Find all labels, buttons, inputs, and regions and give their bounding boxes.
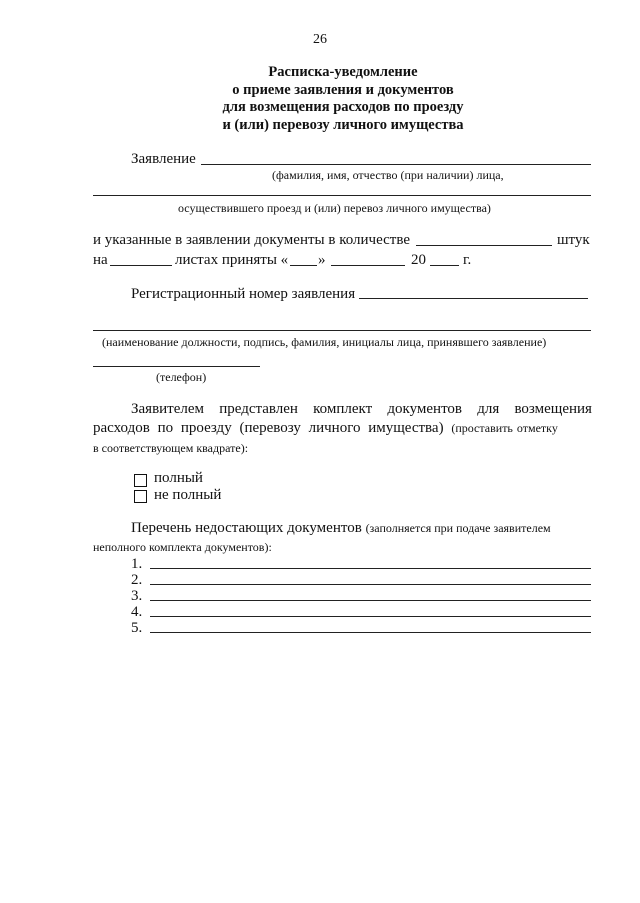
missing-heading-note: (заполняется при подаче заявителем xyxy=(365,521,551,535)
missing-heading-line xyxy=(131,520,593,537)
completeness-word: для xyxy=(477,401,500,417)
year-suffix: г. xyxy=(463,252,472,268)
completeness-note-2: в соответствующем квадрате): xyxy=(93,441,249,455)
missing-item-field[interactable] xyxy=(150,600,591,601)
documents-count-text: и указанные в заявлении документы в количестве xyxy=(93,232,410,248)
missing-item-field[interactable] xyxy=(150,632,591,633)
registration-number-field[interactable] xyxy=(359,298,588,299)
phone-field[interactable] xyxy=(93,366,260,367)
accept-month-field[interactable] xyxy=(331,265,405,266)
phone-caption: (телефон) xyxy=(156,370,207,384)
full-set-label: полный xyxy=(154,470,203,486)
completeness-line-2 xyxy=(93,420,592,437)
applicant-person-caption: осуществившего проезд и (или) перевоз личного имущества) xyxy=(178,201,491,215)
applicant-name-field-2[interactable] xyxy=(93,195,591,196)
missing-item-number: 1. xyxy=(131,556,143,572)
sheets-accepted-text: листах приняты « xyxy=(175,252,289,268)
quote-close: » xyxy=(318,252,326,268)
registration-label: Регистрационный номер заявления xyxy=(131,286,356,302)
missing-item-field[interactable] xyxy=(150,568,591,569)
on-label: на xyxy=(93,252,108,268)
title-line-1: Расписка-уведомление xyxy=(268,64,418,80)
missing-item-number: 5. xyxy=(131,620,143,636)
full-set-checkbox[interactable] xyxy=(134,474,147,487)
official-signature-field[interactable] xyxy=(93,330,591,331)
documents-unit: штук xyxy=(557,232,590,248)
completeness-word: представлен xyxy=(219,401,298,417)
applicant-name-caption: (фамилия, имя, отчество (при наличии) лица, xyxy=(272,168,504,182)
completeness-note: (проставить отметку xyxy=(451,421,558,435)
title-line-3: для возмещения расходов по проезду xyxy=(222,99,464,115)
application-label: Заявление xyxy=(131,151,196,167)
year-prefix: 20 xyxy=(411,252,426,268)
page-number: 26 xyxy=(313,32,327,47)
title-line-2: о приеме заявления и документов xyxy=(232,81,454,98)
title-line-4: и (или) перевозу личного имущества xyxy=(222,116,464,133)
missing-item-field[interactable] xyxy=(150,584,591,585)
sheets-count-field[interactable] xyxy=(110,265,172,266)
missing-item-number: 4. xyxy=(131,604,143,620)
completeness-line-1 xyxy=(131,401,592,418)
documents-count-field[interactable] xyxy=(416,245,552,246)
applicant-name-field[interactable] xyxy=(201,164,591,165)
accept-day-field[interactable] xyxy=(290,265,317,266)
completeness-line-2-text: расходов по проезду (перевозу личного имущества) xyxy=(93,420,444,436)
missing-heading-note-2: неполного комплекта документов): xyxy=(93,540,272,554)
completeness-word: комплект xyxy=(313,401,373,417)
missing-item-field[interactable] xyxy=(150,616,591,617)
accept-year-field[interactable] xyxy=(430,265,459,266)
partial-set-checkbox[interactable] xyxy=(134,490,147,503)
completeness-word: документов xyxy=(387,401,463,417)
completeness-word: Заявителем xyxy=(131,401,205,417)
completeness-word: возмещения xyxy=(514,401,592,417)
partial-set-label: не полный xyxy=(154,487,222,503)
official-caption: (наименование должности, подпись, фамилия, инициалы лица, принявшего заявление) xyxy=(102,335,547,349)
missing-item-number: 2. xyxy=(131,572,143,588)
document-title xyxy=(0,64,640,134)
missing-item-number: 3. xyxy=(131,588,143,604)
missing-heading: Перечень недостающих документов xyxy=(131,520,362,536)
